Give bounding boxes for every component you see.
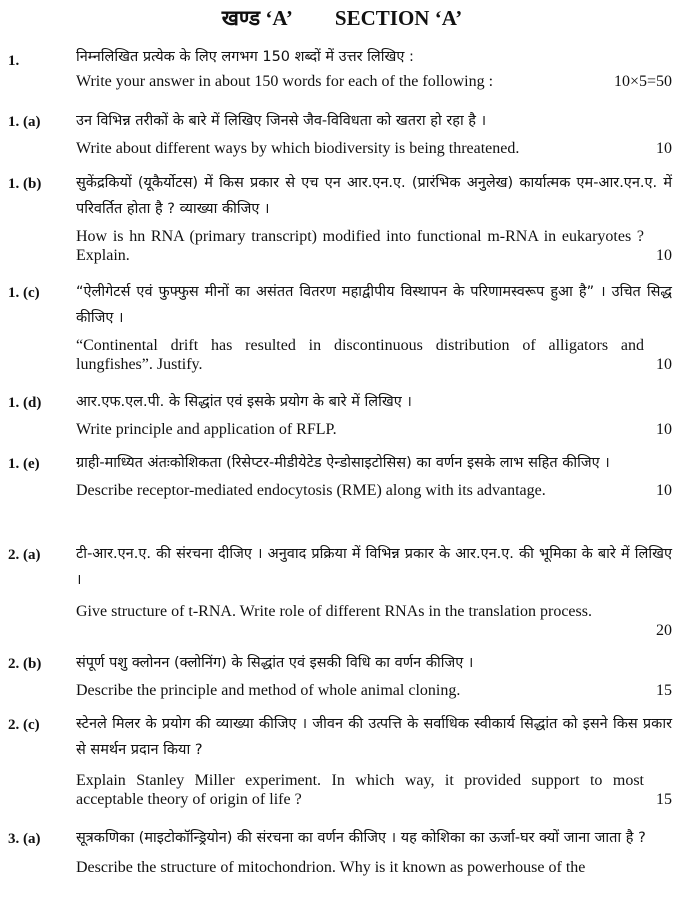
question-number: 1. (b): [8, 176, 42, 192]
question-text-hindi: उन विभिन्न तरीकों के बारे में लिखिए जिनसे जैव-विविधता को खतरा हो रहा है ।: [76, 113, 487, 129]
question-marks: 10: [656, 356, 672, 373]
question-marks: 10: [656, 247, 672, 264]
section-heading-hindi: खण्ड ‘A’: [221, 6, 293, 30]
question-number: 3. (a): [8, 831, 41, 847]
question-text-english: 10 “Continental drift has resulted in discontinuous distribution of alligators and lungfishes”. Justify.: [76, 337, 672, 373]
question-marks: 10: [656, 421, 672, 438]
question-text-english: 15 Describe the principle and method of whole animal cloning.: [76, 682, 672, 699]
question-marks: 10×5=50: [613, 73, 672, 90]
question-text-english: 10 Write about different ways by which biodiversity is being threatened.: [76, 140, 672, 157]
question-text-english: 10 Write principle and application of RFLP.: [76, 421, 672, 438]
question-number: 2. (b): [8, 656, 42, 672]
section-heading: [0, 4, 684, 32]
question-text-english: 10×5=50 Write your answer in about 150 words for each of the following :: [76, 73, 672, 90]
question-number: 1.: [8, 53, 20, 69]
question-number: 1. (a): [8, 114, 41, 130]
question-text-hindi: आर.एफ.एल.पी. के सिद्धांत एवं इसके प्रयोग के बारे में लिखिए ।: [76, 394, 412, 410]
question-marks: 10: [656, 140, 672, 157]
question-text-hindi: ग्राही-माध्यित अंतःकोशिकता (रिसेप्टर-मीडीयेटेड ऐन्डोसाइटोसिस) का वर्णन इसके लाभ सहित कीजिए ।: [76, 455, 610, 471]
question-text-english: 15 Explain Stanley Miller experiment. In which way, it provided support to most acceptable theory of origin of life ?: [76, 772, 672, 808]
question-marks: 10: [656, 482, 672, 499]
question-number: 2. (a): [8, 547, 41, 563]
question-text-english: Describe the structure of mitochondrion. Why is it known as powerhouse of the: [76, 859, 586, 876]
section-heading-english: SECTION ‘A’: [334, 6, 463, 30]
question-text-hindi: “ऐलीगेटर्स एवं फुफ्फुस मीनों का असंतत वितरण महाद्वीपीय विस्थापन के परिणामस्वरूप हुआ है” । उचित सिद्ध कीजिए ।: [76, 284, 672, 326]
question-text-hindi: निम्नलिखित प्रत्येक के लिए लगभग 150 शब्दों में उत्तर लिखिए :: [76, 49, 414, 65]
question-text-english: 10 How is hn RNA (primary transcript) modified into functional m-RNA in eukaryotes ? Explain.: [76, 228, 672, 264]
question-number: 1. (e): [8, 456, 40, 472]
question-text-hindi: टी-आर.एन.ए. की संरचना दीजिए । अनुवाद प्रक्रिया में विभिन्न प्रकार के आर.एन.ए. की भूमिका के बारे में लिखिए ।: [76, 546, 672, 588]
question-text-english: 10 Describe receptor-mediated endocytosis (RME) along with its advantage.: [76, 482, 672, 499]
question-marks: 15: [656, 791, 672, 808]
question-text-hindi: संपूर्ण पशु क्लोनन (क्लोनिंग) के सिद्धांत एवं इसकी विधि का वर्णन कीजिए ।: [76, 655, 474, 671]
question-text-hindi: सूत्रकणिका (माइटोकॉन्ड्रियोन) की संरचना का वर्णन कीजिए । यह कोशिका का ऊर्जा-घर क्यों जाना जाता है ?: [76, 830, 646, 846]
question-number: 1. (c): [8, 285, 40, 301]
question-text-hindi: स्टेनले मिलर के प्रयोग की व्याख्या कीजिए । जीवन की उत्पत्ति के सर्वाधिक स्वीकार्य सिद्धांत को इसने किस प्रकार से समर्थन प्रदान किया ?: [76, 716, 672, 758]
question-text-english: Give structure of t-RNA. Write role of different RNAs in the translation process. 20: [76, 603, 672, 639]
question-number: 2. (c): [8, 717, 40, 733]
question-marks: 20: [656, 622, 672, 639]
question-text-hindi: सुकेंद्रकियों (यूकैर्योटस) में किस प्रकार से एच एन आर.एन.ए. (प्रारंभिक अनुलेख) कार्यात्मक एम-आर.एन.ए. में परिवर्तित होता है ? व्याख्या कीजिए ।: [76, 175, 672, 217]
question-number: 1. (d): [8, 395, 42, 411]
question-marks: 15: [656, 682, 672, 699]
